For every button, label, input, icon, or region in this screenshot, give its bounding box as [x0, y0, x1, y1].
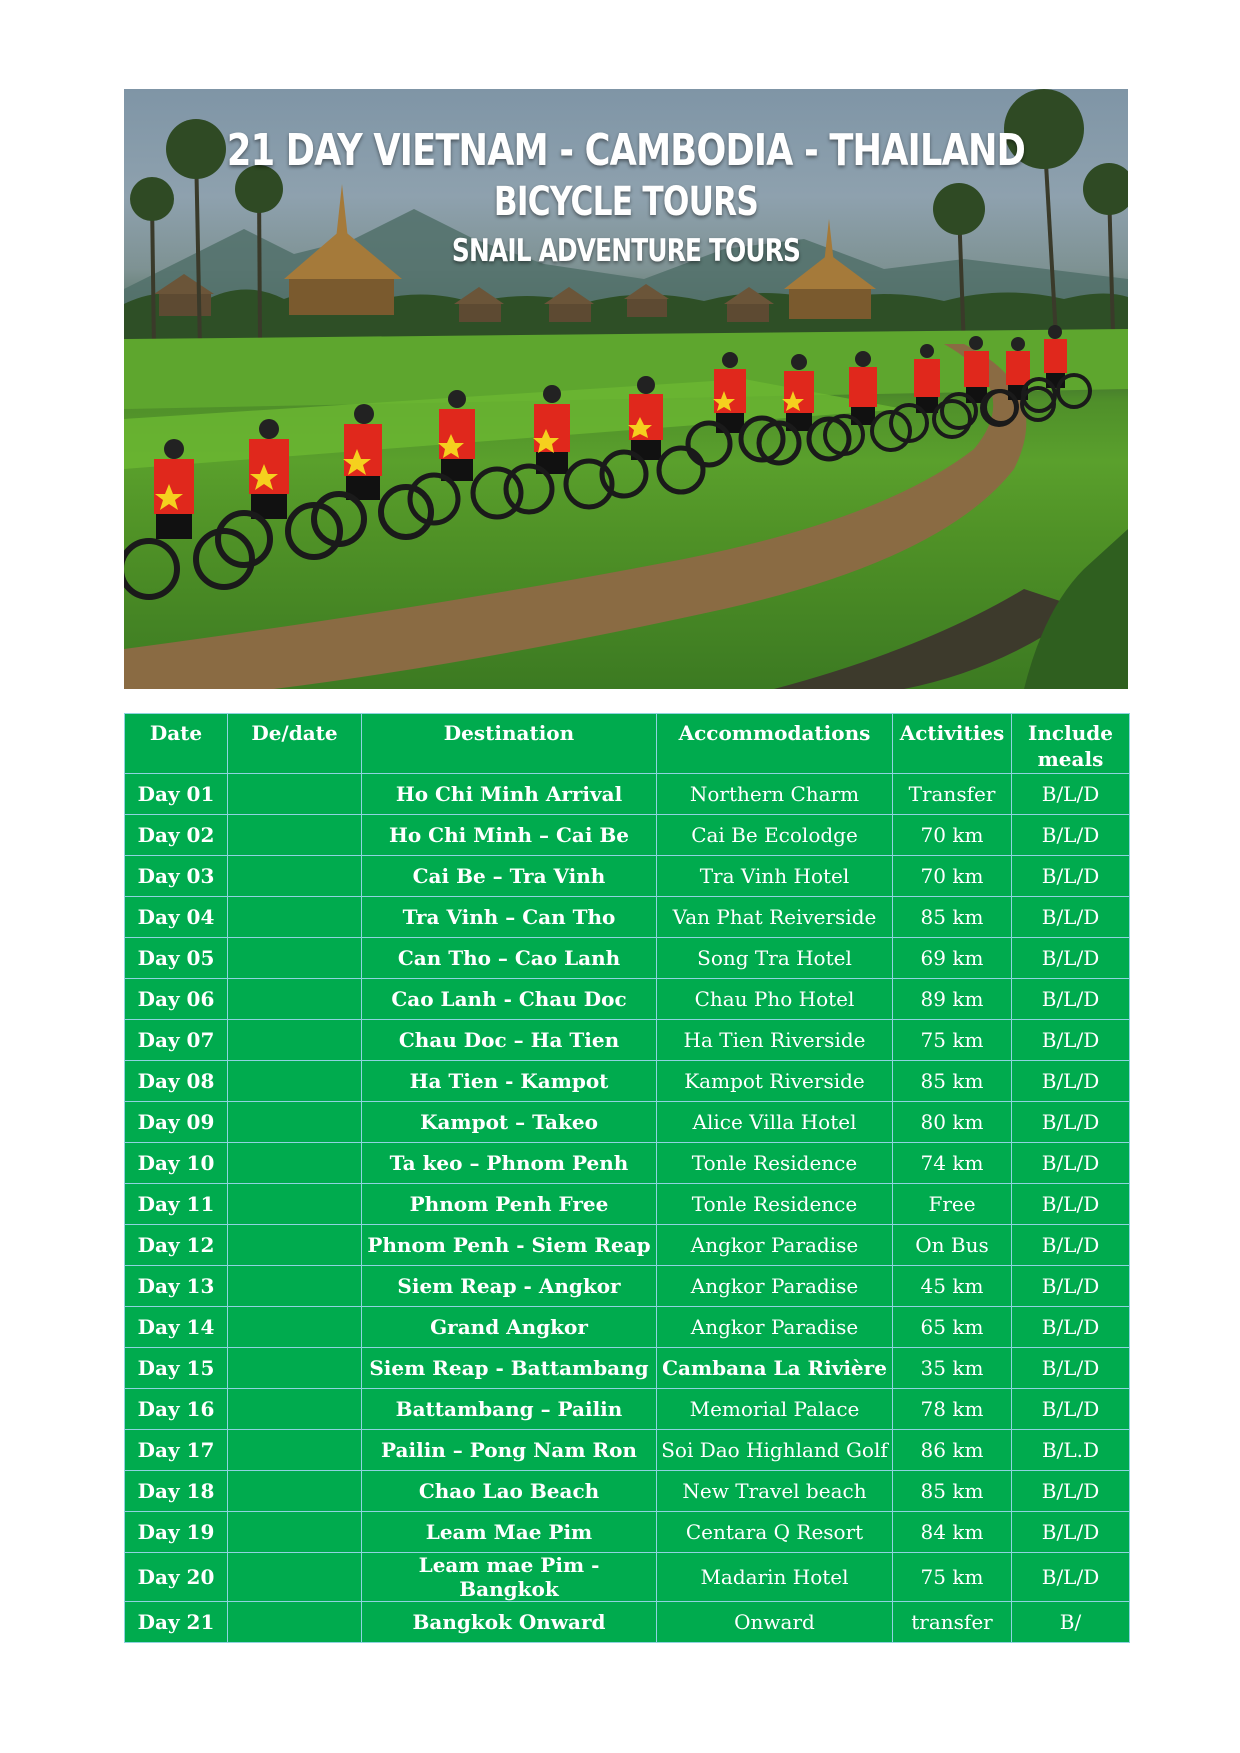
destination-cell: Bangkok Onward: [362, 1602, 657, 1643]
destination-cell: Can Tho – Cao Lanh: [362, 938, 657, 979]
header-activities: Activities: [893, 714, 1012, 774]
dedate-cell: [228, 1602, 362, 1643]
accommodation-cell: Ha Tien Riverside: [657, 1020, 893, 1061]
table-row: [125, 1602, 1130, 1643]
table-row: [125, 1266, 1130, 1307]
accommodation-cell: Alice Villa Hotel: [657, 1102, 893, 1143]
date-cell: Day 12: [125, 1225, 228, 1266]
dedate-cell: [228, 1184, 362, 1225]
header-date: Date: [125, 714, 228, 774]
hero-banner-image: [124, 89, 1128, 689]
date-cell: Day 06: [125, 979, 228, 1020]
date-cell: Day 10: [125, 1143, 228, 1184]
accommodation-cell: Song Tra Hotel: [657, 938, 893, 979]
dedate-cell: [228, 1553, 362, 1602]
destination-cell: Grand Angkor: [362, 1307, 657, 1348]
date-cell: Day 02: [125, 815, 228, 856]
date-cell: Day 14: [125, 1307, 228, 1348]
table-row: [125, 1348, 1130, 1389]
dedate-cell: [228, 1307, 362, 1348]
destination-cell: Siem Reap - Angkor: [362, 1266, 657, 1307]
dedate-cell: [228, 1389, 362, 1430]
accommodation-cell: Cambana La Rivière: [657, 1348, 893, 1389]
table-row: [125, 897, 1130, 938]
accommodation-cell: Cai Be Ecolodge: [657, 815, 893, 856]
accommodation-cell: Centara Q Resort: [657, 1512, 893, 1553]
destination-cell: Leam Mae Pim: [362, 1512, 657, 1553]
meals-cell: B/L.D: [1012, 1430, 1130, 1471]
activity-cell: 85 km: [893, 1061, 1012, 1102]
activity-cell: Free: [893, 1184, 1012, 1225]
dedate-cell: [228, 1020, 362, 1061]
dedate-cell: [228, 1471, 362, 1512]
date-cell: Day 04: [125, 897, 228, 938]
dedate-cell: [228, 815, 362, 856]
accommodation-cell: New Travel beach: [657, 1471, 893, 1512]
date-cell: Day 16: [125, 1389, 228, 1430]
activity-cell: 75 km: [893, 1020, 1012, 1061]
activity-cell: 89 km: [893, 979, 1012, 1020]
table-row: [125, 1307, 1130, 1348]
destination-cell: Leam mae Pim - Bangkok: [362, 1553, 657, 1602]
date-cell: Day 19: [125, 1512, 228, 1553]
meals-cell: B/L/D: [1012, 856, 1130, 897]
activity-cell: 65 km: [893, 1307, 1012, 1348]
date-cell: Day 07: [125, 1020, 228, 1061]
destination-cell: Chau Doc – Ha Tien: [362, 1020, 657, 1061]
activity-cell: 85 km: [893, 897, 1012, 938]
table-row: [125, 1020, 1130, 1061]
accommodation-cell: Angkor Paradise: [657, 1225, 893, 1266]
accommodation-cell: Tra Vinh Hotel: [657, 856, 893, 897]
accommodation-cell: Onward: [657, 1602, 893, 1643]
activity-cell: 78 km: [893, 1389, 1012, 1430]
destination-cell: Phnom Penh - Siem Reap: [362, 1225, 657, 1266]
activity-cell: 80 km: [893, 1102, 1012, 1143]
header-include-meals: Include meals: [1012, 714, 1130, 774]
date-cell: Day 18: [125, 1471, 228, 1512]
dedate-cell: [228, 1143, 362, 1184]
dedate-cell: [228, 1102, 362, 1143]
activity-cell: transfer: [893, 1602, 1012, 1643]
title-line-2: BICYCLE TOURS: [493, 179, 759, 225]
meals-cell: B/L/D: [1012, 1143, 1130, 1184]
table-row: [125, 1102, 1130, 1143]
activity-cell: 45 km: [893, 1266, 1012, 1307]
table-row: [125, 938, 1130, 979]
dedate-cell: [228, 1430, 362, 1471]
dedate-cell: [228, 938, 362, 979]
dedate-cell: [228, 1225, 362, 1266]
itinerary-table: [124, 713, 1130, 1643]
accommodation-cell: Tonle Residence: [657, 1184, 893, 1225]
destination-cell: Battambang – Pailin: [362, 1389, 657, 1430]
destination-cell: Ho Chi Minh – Cai Be: [362, 815, 657, 856]
header-dedate: De/date: [228, 714, 362, 774]
table-row: [125, 1471, 1130, 1512]
destination-cell: Ta keo – Phnom Penh: [362, 1143, 657, 1184]
table-row: [125, 1553, 1130, 1602]
dedate-cell: [228, 1512, 362, 1553]
meals-cell: B/L/D: [1012, 1061, 1130, 1102]
dedate-cell: [228, 774, 362, 815]
table-row: [125, 1430, 1130, 1471]
meals-cell: B/L/D: [1012, 1348, 1130, 1389]
meals-cell: B/L/D: [1012, 1471, 1130, 1512]
date-cell: Day 03: [125, 856, 228, 897]
title-line-3: SNAIL ADVENTURE TOURS: [451, 233, 801, 269]
meals-cell: B/L/D: [1012, 815, 1130, 856]
table-row: [125, 1184, 1130, 1225]
destination-cell: Kampot – Takeo: [362, 1102, 657, 1143]
accommodation-cell: Soi Dao Highland Golf: [657, 1430, 893, 1471]
table-row: [125, 1225, 1130, 1266]
accommodation-cell: Chau Pho Hotel: [657, 979, 893, 1020]
table-header-row: [125, 714, 1130, 774]
table-row: [125, 815, 1130, 856]
table-row: [125, 1512, 1130, 1553]
destination-cell: Cai Be – Tra Vinh: [362, 856, 657, 897]
dedate-cell: [228, 1348, 362, 1389]
dedate-cell: [228, 856, 362, 897]
date-cell: Day 20: [125, 1553, 228, 1602]
destination-cell: Ha Tien - Kampot: [362, 1061, 657, 1102]
accommodation-cell: Memorial Palace: [657, 1389, 893, 1430]
accommodation-cell: Kampot Riverside: [657, 1061, 893, 1102]
activity-cell: 75 km: [893, 1553, 1012, 1602]
meals-cell: B/L/D: [1012, 1266, 1130, 1307]
meals-cell: B/L/D: [1012, 1225, 1130, 1266]
meals-cell: B/L/D: [1012, 979, 1130, 1020]
activity-cell: 35 km: [893, 1348, 1012, 1389]
header-destination: Destination: [362, 714, 657, 774]
destination-cell: Ho Chi Minh Arrival: [362, 774, 657, 815]
activity-cell: 85 km: [893, 1471, 1012, 1512]
dedate-cell: [228, 1266, 362, 1307]
date-cell: Day 01: [125, 774, 228, 815]
meals-cell: B/L/D: [1012, 897, 1130, 938]
table-row: [125, 1389, 1130, 1430]
date-cell: Day 11: [125, 1184, 228, 1225]
date-cell: Day 17: [125, 1430, 228, 1471]
destination-cell: Pailin – Pong Nam Ron: [362, 1430, 657, 1471]
meals-cell: B/L/D: [1012, 774, 1130, 815]
accommodation-cell: Northern Charm: [657, 774, 893, 815]
table-row: [125, 1143, 1130, 1184]
header-accommodations: Accommodations: [657, 714, 893, 774]
meals-cell: B/L/D: [1012, 1553, 1130, 1602]
accommodation-cell: Angkor Paradise: [657, 1307, 893, 1348]
activity-cell: Transfer: [893, 774, 1012, 815]
table-row: [125, 774, 1130, 815]
table-row: [125, 1061, 1130, 1102]
meals-cell: B/L/D: [1012, 1307, 1130, 1348]
date-cell: Day 13: [125, 1266, 228, 1307]
destination-cell: Phnom Penh Free: [362, 1184, 657, 1225]
activity-cell: 84 km: [893, 1512, 1012, 1553]
dedate-cell: [228, 979, 362, 1020]
meals-cell: B/L/D: [1012, 1102, 1130, 1143]
meals-cell: B/L/D: [1012, 1020, 1130, 1061]
accommodation-cell: Van Phat Reiverside: [657, 897, 893, 938]
destination-cell: Chao Lao Beach: [362, 1471, 657, 1512]
meals-cell: B/L/D: [1012, 938, 1130, 979]
activity-cell: 70 km: [893, 856, 1012, 897]
activity-cell: 70 km: [893, 815, 1012, 856]
date-cell: Day 15: [125, 1348, 228, 1389]
date-cell: Day 08: [125, 1061, 228, 1102]
destination-cell: Siem Reap - Battambang: [362, 1348, 657, 1389]
date-cell: Day 21: [125, 1602, 228, 1643]
destination-cell: Tra Vinh – Can Tho: [362, 897, 657, 938]
activity-cell: 69 km: [893, 938, 1012, 979]
activity-cell: On Bus: [893, 1225, 1012, 1266]
activity-cell: 74 km: [893, 1143, 1012, 1184]
dedate-cell: [228, 897, 362, 938]
meals-cell: B/L/D: [1012, 1512, 1130, 1553]
dedate-cell: [228, 1061, 362, 1102]
meals-cell: B/L/D: [1012, 1389, 1130, 1430]
meals-cell: B/L/D: [1012, 1184, 1130, 1225]
accommodation-cell: Tonle Residence: [657, 1143, 893, 1184]
table-row: [125, 979, 1130, 1020]
date-cell: Day 09: [125, 1102, 228, 1143]
date-cell: Day 05: [125, 938, 228, 979]
title-line-1: 21 DAY VIETNAM - CAMBODIA - THAILAND: [226, 125, 1026, 176]
activity-cell: 86 km: [893, 1430, 1012, 1471]
accommodation-cell: Angkor Paradise: [657, 1266, 893, 1307]
accommodation-cell: Madarin Hotel: [657, 1553, 893, 1602]
meals-cell: B/: [1012, 1602, 1130, 1643]
destination-cell: Cao Lanh - Chau Doc: [362, 979, 657, 1020]
table-row: [125, 856, 1130, 897]
